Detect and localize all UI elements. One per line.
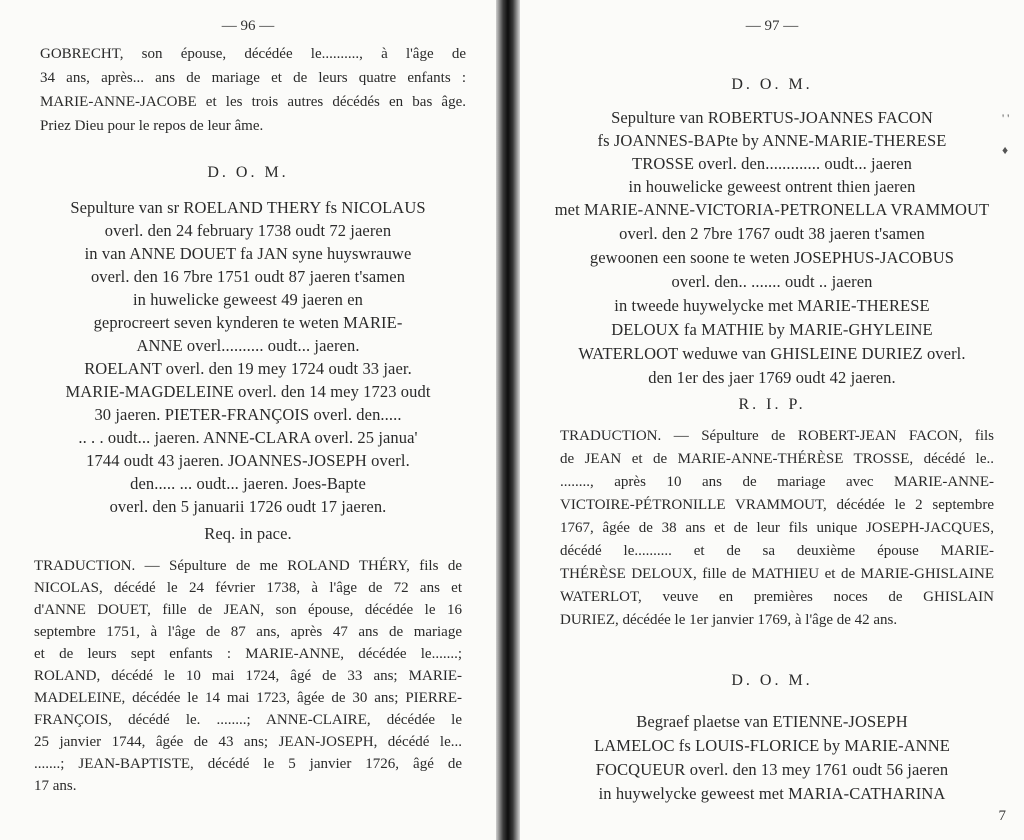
epitaph-line: in huywelycke geweest met MARIA-CATHARINA — [598, 784, 946, 803]
section-heading: D. O. M. — [207, 164, 289, 181]
translation-line: NICOLAS, décédé le 24 février 1738, à l'âge de 72 ans et — [34, 580, 462, 596]
translation-line: .......; JEAN-BAPTISTE, décédé le 5 janvier 1726, âgé de — [34, 756, 462, 772]
translation-line: 1767, âgée de 38 ans et de leur fils unique JOSEPH-JACQUES, — [560, 520, 994, 536]
translation-line: ROLAND, décédé le 10 mai 1724, âgé de 33 ans; MARIE- — [34, 668, 462, 684]
epitaph-line: den 1er des jaer 1769 oudt 42 jaeren. — [648, 368, 896, 387]
translation-line: 17 ans. — [34, 778, 77, 794]
translation-line: 25 janvier 1744, âgée de 43 ans; JEAN-JOSEPH, décédé le... — [34, 734, 462, 750]
translation-line: ........, après 10 ans de mariage avec MARIE-ANNE- — [560, 474, 994, 490]
epitaph-line: TROSSE overl. den............. oudt... jaeren — [632, 154, 912, 173]
translation-line: VICTOIRE-PÉTRONILLE VRAMMOUT, décédée le 2 septembre — [560, 497, 994, 513]
epitaph-line: DELOUX fa MATHIE by MARIE-GHYLEINE — [611, 320, 933, 339]
translation-line: TRADUCTION. — Sépulture de ROBERT-JEAN FACON, fils — [560, 428, 994, 444]
epitaph-line: overl. den.. ....... oudt .. jaeren — [671, 272, 873, 291]
epitaph-line: in van ANNE DOUET fa JAN syne huyswrauwe — [84, 244, 412, 263]
section-heading: D. O. M. — [731, 76, 813, 93]
translation-line: et de leurs sept enfants : MARIE-ANNE, décédée le.......; — [34, 646, 462, 662]
epitaph-line: ROELANT overl. den 19 mey 1724 oudt 33 jaer. — [84, 359, 412, 378]
epitaph-line: 30 jaeren. PIETER-FRANÇOIS overl. den..... — [94, 405, 402, 424]
epitaph-line: Begraef plaetse van ETIENNE-JOSEPH — [636, 712, 908, 731]
rip-line: R. I. P. — [738, 396, 806, 413]
epitaph-line: FOCQUEUR overl. den 13 mey 1761 oudt 56 jaeren — [595, 760, 949, 779]
page-97 — [520, 0, 1024, 840]
epitaph-line: overl. den 5 januarii 1726 oudt 17 jaeren. — [109, 497, 387, 516]
page-96 — [0, 0, 496, 840]
translation-line: MADELEINE, décédée le 14 mai 1723, âgée de 30 ans; PIERRE- — [34, 690, 462, 706]
epitaph-line: geprocreert seven kynderen te weten MARIE- — [93, 313, 403, 332]
translation-line: WATERLOT, veuve en premières noces de GHISLAIN — [560, 589, 994, 605]
epitaph-line: overl. den 16 7bre 1751 oudt 87 jaeren t'samen — [90, 267, 406, 286]
epitaph-line: ANNE overl.......... oudt... jaeren. — [136, 336, 360, 355]
translation-line: d'ANNE DOUET, fille de JEAN, son épouse, décédée le 16 — [34, 602, 462, 618]
translation-line: THÉRÈSE DELOUX, fille de MATHIEU et de MARIE-GHISLAINE — [560, 566, 994, 582]
epitaph-line: overl. den 2 7bre 1767 oudt 38 jaeren t'samen — [619, 224, 925, 243]
signature-mark: 7 — [998, 808, 1006, 824]
intro-line: GOBRECHT, son épouse, décédée le.........., à l'âge de — [40, 46, 466, 62]
epitaph-line: in huwelicke geweest 49 jaeren en — [132, 290, 364, 309]
epitaph-line: met MARIE-ANNE-VICTORIA-PETRONELLA VRAMMOUT — [554, 200, 990, 219]
epitaph-line: MARIE-MAGDELEINE overl. den 14 mey 1723 oudt — [65, 382, 431, 401]
book-gutter — [496, 0, 520, 840]
translation-line: FRANÇOIS, décédé le. ........; ANNE-CLAIRE, décédée le — [34, 712, 462, 728]
margin-marks: ' ' ♦ — [1002, 111, 1010, 157]
intro-line: Priez Dieu pour le repos de leur âme. — [40, 118, 264, 134]
epitaph-line: Sepulture van sr ROELAND THERY fs NICOLAUS — [70, 198, 426, 217]
epitaph-line: Sepulture van ROBERTUS-JOANNES FACON — [611, 108, 933, 127]
epitaph-line: in tweede huywelycke met MARIE-THERESE — [614, 296, 930, 315]
epitaph-line: overl. den 24 february 1738 oudt 72 jaeren — [104, 221, 392, 240]
epitaph-line: LAMELOC fs LOUIS-FLORICE by MARIE-ANNE — [594, 736, 950, 755]
epitaph-line: .. . . oudt... jaeren. ANNE-CLARA overl. 25 janua' — [78, 428, 418, 447]
translation-line: septembre 1751, à l'âge de 87 ans, après 47 ans de mariage — [34, 624, 462, 640]
epitaph-line: gewoonen een soone te weten JOSEPHUS-JACOBUS — [589, 248, 955, 267]
intro-line: MARIE-ANNE-JACOBE et les trois autres décédés en bas âge. — [40, 94, 466, 110]
page-number: — 97 — — [745, 18, 799, 34]
translation-line: TRADUCTION. — Sépulture de me ROLAND THÉRY, fils de — [34, 558, 462, 574]
intro-line: 34 ans, après... ans de mariage et de leurs quatre enfants : — [40, 70, 466, 86]
page-number: — 96 — — [221, 18, 275, 34]
epitaph-line: den..... ... oudt... jaeren. Joes-Bapte — [130, 474, 366, 493]
translation-line: de JEAN et de MARIE-ANNE-THÉRÈSE TROSSE, décédé le.. — [560, 451, 994, 467]
epitaph-line: in houwelicke geweest ontrent thien jaeren — [628, 177, 916, 196]
epitaph-line: WATERLOOT weduwe van GHISLEINE DURIEZ overl. — [578, 344, 966, 363]
section-heading: D. O. M. — [731, 672, 813, 689]
epitaph-line: 1744 oudt 43 jaeren. JOANNES-JOSEPH overl. — [86, 451, 410, 470]
epitaph-closing: Req. in pace. — [204, 524, 292, 543]
translation-line: décédé le.......... et de sa deuxième épouse MARIE- — [560, 543, 994, 559]
translation-line: DURIEZ, décédée le 1er janvier 1769, à l'âge de 42 ans. — [560, 612, 898, 628]
epitaph-line: fs JOANNES-BAPte by ANNE-MARIE-THERESE — [597, 131, 947, 150]
